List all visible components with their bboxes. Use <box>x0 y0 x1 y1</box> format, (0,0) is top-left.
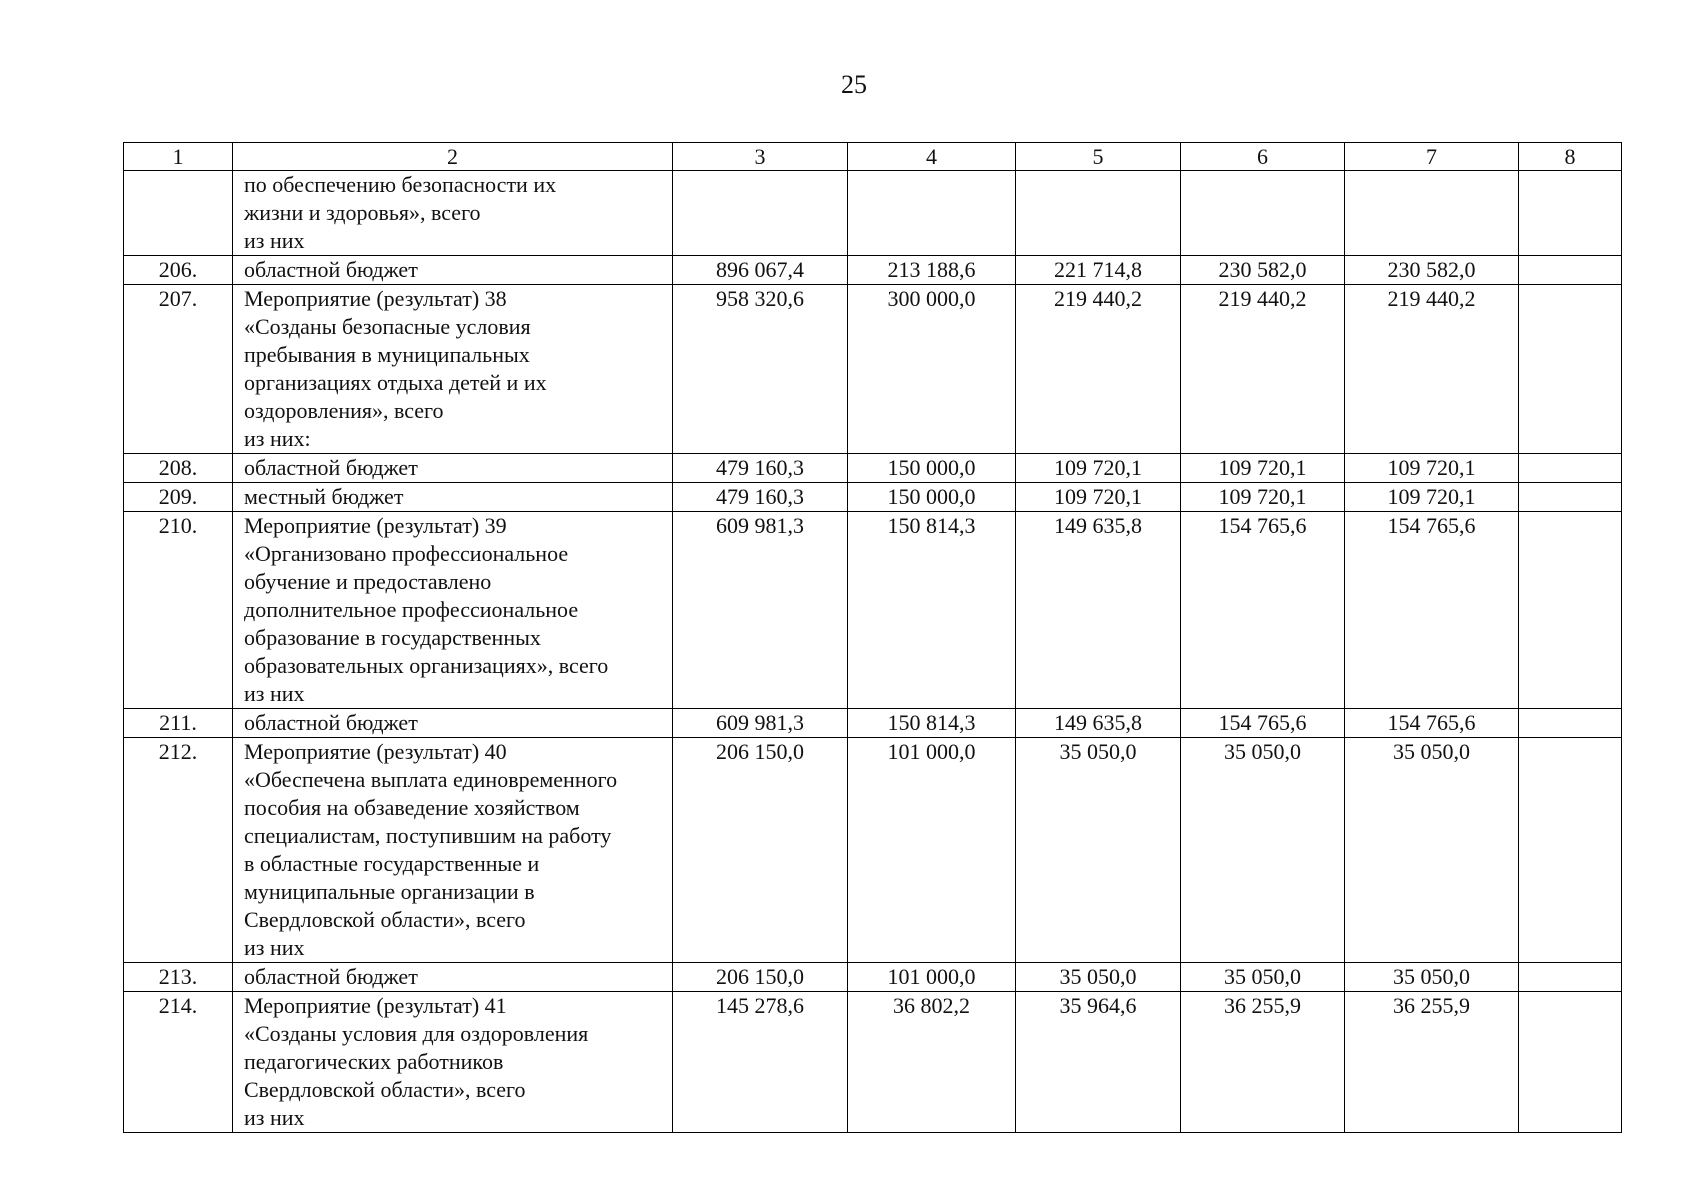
value-cell-col-5: 149 635,8 <box>1016 709 1181 738</box>
row-name-cell: Мероприятие (результат) 41 «Созданы условия для оздоровления педагогических работников Свердловской области», всего из них <box>233 992 673 1133</box>
value-cell-col-7: 154 765,6 <box>1345 512 1519 709</box>
column-header-4: 4 <box>848 143 1016 171</box>
table-body <box>124 171 1622 1133</box>
value-cell-col-3: 145 278,6 <box>673 992 848 1133</box>
value-cell-col-5 <box>1016 171 1181 256</box>
empty-cell-col-8 <box>1519 992 1622 1133</box>
empty-cell-col-8 <box>1519 483 1622 512</box>
value-cell-col-5: 109 720,1 <box>1016 454 1181 483</box>
page-number: 25 <box>841 70 867 99</box>
empty-cell-col-8 <box>1519 512 1622 709</box>
value-cell-col-4: 150 000,0 <box>848 483 1016 512</box>
value-cell-col-7: 36 255,9 <box>1345 992 1519 1133</box>
table-row <box>124 285 1622 454</box>
value-cell-col-3: 479 160,3 <box>673 454 848 483</box>
column-header-8: 8 <box>1519 143 1622 171</box>
empty-cell-col-8 <box>1519 454 1622 483</box>
value-cell-col-6: 35 050,0 <box>1181 738 1345 963</box>
row-name-cell: областной бюджет <box>233 709 673 738</box>
value-cell-col-7 <box>1345 171 1519 256</box>
table-row <box>124 709 1622 738</box>
value-cell-col-3: 609 981,3 <box>673 709 848 738</box>
value-cell-col-7: 35 050,0 <box>1345 963 1519 992</box>
value-cell-col-6 <box>1181 171 1345 256</box>
value-cell-col-3: 206 150,0 <box>673 738 848 963</box>
value-cell-col-7: 219 440,2 <box>1345 285 1519 454</box>
row-name-cell: Мероприятие (результат) 38 «Созданы безопасные условия пребывания в муниципальных организациях отдыха детей и их оздоровления», всего из них: <box>233 285 673 454</box>
value-cell-col-3: 958 320,6 <box>673 285 848 454</box>
value-cell-col-4: 150 000,0 <box>848 454 1016 483</box>
value-cell-col-4 <box>848 171 1016 256</box>
column-header-1: 1 <box>124 143 233 171</box>
value-cell-col-7: 35 050,0 <box>1345 738 1519 963</box>
column-header-2: 2 <box>233 143 673 171</box>
value-cell-col-5: 221 714,8 <box>1016 256 1181 285</box>
row-number-cell: 213. <box>124 963 233 992</box>
value-cell-col-7: 109 720,1 <box>1345 483 1519 512</box>
value-cell-col-4: 36 802,2 <box>848 992 1016 1133</box>
table-row <box>124 171 1622 256</box>
row-name-cell: Мероприятие (результат) 39 «Организовано профессиональное обучение и предоставлено дополнительное профессиональное образование в государственных образовательных организациях», всего из них <box>233 512 673 709</box>
row-number-cell: 208. <box>124 454 233 483</box>
value-cell-col-4: 300 000,0 <box>848 285 1016 454</box>
row-number-cell: 210. <box>124 512 233 709</box>
value-cell-col-5: 149 635,8 <box>1016 512 1181 709</box>
row-number-cell: 209. <box>124 483 233 512</box>
row-number-cell: 211. <box>124 709 233 738</box>
value-cell-col-4: 213 188,6 <box>848 256 1016 285</box>
value-cell-col-3: 609 981,3 <box>673 512 848 709</box>
value-cell-col-6: 230 582,0 <box>1181 256 1345 285</box>
row-name-cell: областной бюджет <box>233 454 673 483</box>
value-cell-col-3: 479 160,3 <box>673 483 848 512</box>
empty-cell-col-8 <box>1519 738 1622 963</box>
value-cell-col-4: 101 000,0 <box>848 963 1016 992</box>
column-header-3: 3 <box>673 143 848 171</box>
row-number-cell: 214. <box>124 992 233 1133</box>
empty-cell-col-8 <box>1519 709 1622 738</box>
value-cell-col-5: 109 720,1 <box>1016 483 1181 512</box>
table-row <box>124 963 1622 992</box>
value-cell-col-3 <box>673 171 848 256</box>
table-row <box>124 256 1622 285</box>
value-cell-col-6: 219 440,2 <box>1181 285 1345 454</box>
value-cell-col-4: 150 814,3 <box>848 512 1016 709</box>
table-header-row <box>124 143 1622 171</box>
row-name-cell: Мероприятие (результат) 40 «Обеспечена выплата единовременного пособия на обзаведение хозяйством специалистам, поступившим на работу в областные государственные и муниципальные организации в Свердловской области», всего из них <box>233 738 673 963</box>
row-name-cell: по обеспечению безопасности их жизни и здоровья», всего из них <box>233 171 673 256</box>
value-cell-col-4: 101 000,0 <box>848 738 1016 963</box>
value-cell-col-6: 109 720,1 <box>1181 483 1345 512</box>
value-cell-col-5: 35 050,0 <box>1016 738 1181 963</box>
value-cell-col-6: 109 720,1 <box>1181 454 1345 483</box>
row-name-cell: областной бюджет <box>233 963 673 992</box>
value-cell-col-5: 35 050,0 <box>1016 963 1181 992</box>
value-cell-col-3: 206 150,0 <box>673 963 848 992</box>
column-header-7: 7 <box>1345 143 1519 171</box>
table-row <box>124 483 1622 512</box>
value-cell-col-7: 154 765,6 <box>1345 709 1519 738</box>
table-row <box>124 992 1622 1133</box>
empty-cell-col-8 <box>1519 963 1622 992</box>
value-cell-col-7: 230 582,0 <box>1345 256 1519 285</box>
table-row <box>124 512 1622 709</box>
value-cell-col-6: 35 050,0 <box>1181 963 1345 992</box>
table-row <box>124 454 1622 483</box>
value-cell-col-6: 154 765,6 <box>1181 512 1345 709</box>
value-cell-col-5: 219 440,2 <box>1016 285 1181 454</box>
column-header-5: 5 <box>1016 143 1181 171</box>
value-cell-col-4: 150 814,3 <box>848 709 1016 738</box>
value-cell-col-7: 109 720,1 <box>1345 454 1519 483</box>
column-header-6: 6 <box>1181 143 1345 171</box>
row-number-cell <box>124 171 233 256</box>
budget-table <box>123 142 1622 1133</box>
value-cell-col-6: 36 255,9 <box>1181 992 1345 1133</box>
table-row <box>124 738 1622 963</box>
empty-cell-col-8 <box>1519 285 1622 454</box>
empty-cell-col-8 <box>1519 256 1622 285</box>
row-name-cell: местный бюджет <box>233 483 673 512</box>
row-number-cell: 206. <box>124 256 233 285</box>
row-name-cell: областной бюджет <box>233 256 673 285</box>
value-cell-col-5: 35 964,6 <box>1016 992 1181 1133</box>
value-cell-col-6: 154 765,6 <box>1181 709 1345 738</box>
value-cell-col-3: 896 067,4 <box>673 256 848 285</box>
row-number-cell: 207. <box>124 285 233 454</box>
row-number-cell: 212. <box>124 738 233 963</box>
empty-cell-col-8 <box>1519 171 1622 256</box>
